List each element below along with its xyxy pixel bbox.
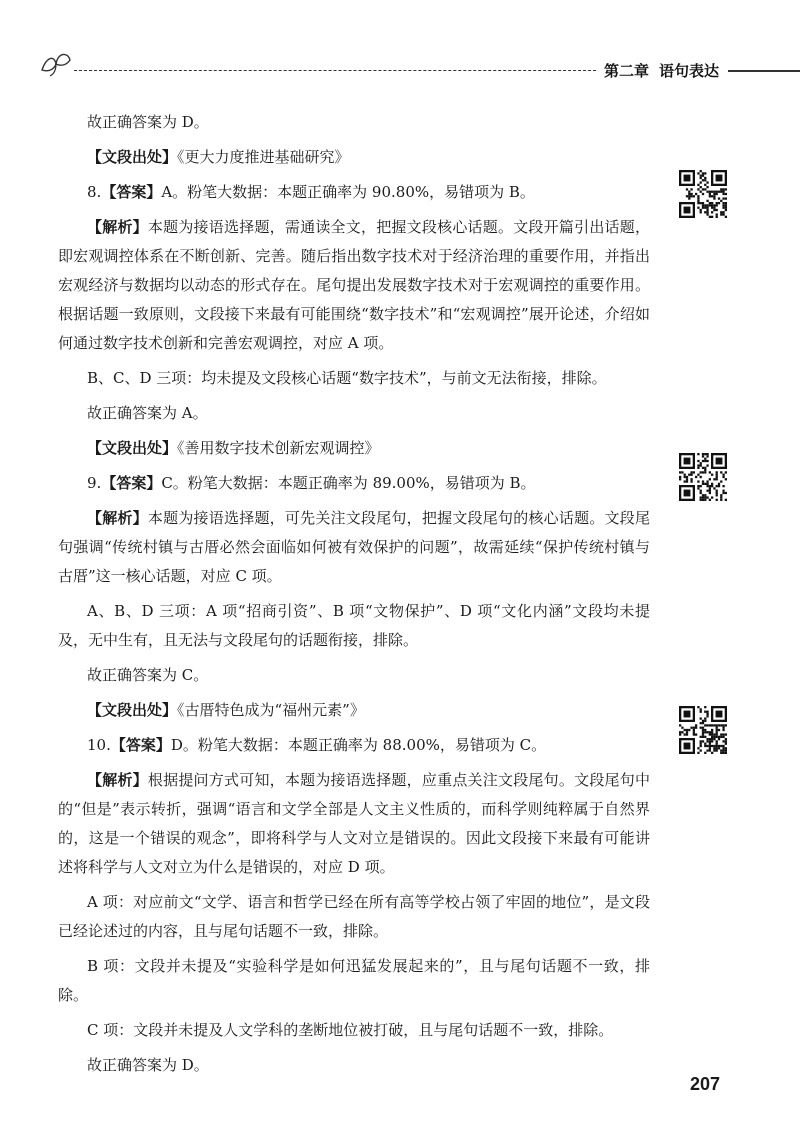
analysis-tag: 【解析】	[87, 218, 148, 236]
section-label: 语句表达	[659, 62, 720, 80]
paragraph: A 项：对应前文“文学、语言和哲学已经在所有高等学校占领了牢固的地位”，是文段已经论述过的内容，且与尾句话题不一致，排除。	[58, 893, 650, 940]
chapter-label: 第二章	[604, 62, 650, 80]
page-header	[38, 48, 800, 88]
question-number: 8.	[87, 183, 102, 201]
source-line: 【文段出处】《更大力度推进基础研究》	[87, 148, 350, 166]
analysis-paragraph: 【解析】本题为接语选择题，可先关注文段尾句，把握文段尾句的核心话题。文段尾句强调“传统村镇与古厝必然会面临如何被有效保护的问题”，故需延续“保护传统村镇与古厝”这一核心话题，对应 C 项。	[58, 509, 650, 585]
answer-explanations	[58, 108, 650, 1086]
answer-line-10: 10.【答案】D。粉笔大数据：本题正确率为 88.00%，易错项为 C。	[87, 736, 547, 754]
analysis-paragraph: 【解析】根据提问方式可知，本题为接语选择题，应重点关注文段尾句。文段尾句中的“但是”表示转折，强调“语言和文学全部是人文主义性质的，而科学则纯粹属于自然界的，这是一个错误的观念”，即将科学与人文对立是错误的。因此文段接下来最有可能讲述将科学与人文对立为什么是错误的，对应 D 项。	[58, 771, 650, 876]
header-rule-right	[728, 70, 800, 72]
paragraph: 故正确答案为 A。	[87, 404, 208, 422]
qr-code-icon[interactable]	[679, 706, 727, 754]
qr-code-icon[interactable]	[679, 453, 727, 501]
source-line: 【文段出处】《善用数字技术创新宏观调控》	[87, 439, 380, 457]
question-number: 10.	[87, 736, 111, 754]
qr-code-icon[interactable]	[679, 170, 727, 218]
page-number: 207	[690, 1074, 721, 1094]
source-tag: 【文段出处】	[87, 439, 178, 457]
paragraph: B 项：文段并未提及“实验科学是如何迅猛发展起来的”，且与尾句话题不一致，排除。	[58, 957, 650, 1004]
answer-line-9: 9.【答案】C。粉笔大数据：本题正确率为 89.00%，易错项为 B。	[87, 474, 536, 492]
source-tag: 【文段出处】	[87, 148, 178, 166]
analysis-paragraph: 【解析】本题为接语选择题，需通读全文，把握文段核心话题。文段开篇引出话题，即宏观调控体系在不断创新、完善。随后指出数字技术对于经济治理的重要作用，并指出宏观经济与数据均以动态的形式存在。尾句提出发展数字技术对于宏观调控的重要作用。根据话题一致原则，文段接下来最有可能围绕“数字技术”和“宏观调控”展开论述，介绍如何通过数字技术创新和完善宏观调控，对应 A 项。	[58, 218, 650, 352]
source-line: 【文段出处】《古厝特色成为“福州元素”》	[87, 701, 365, 719]
paragraph: B、C、D 三项：均未提及文段核心话题“数字技术”，与前文无法衔接，排除。	[87, 369, 607, 387]
paragraph: 故正确答案为 C。	[87, 666, 209, 684]
leaf-icon	[38, 48, 74, 78]
answer-tag: 【答案】	[110, 736, 171, 754]
paragraph: 故正确答案为 D。	[87, 113, 209, 131]
header-rule	[74, 70, 626, 71]
answer-line-8: 8.【答案】A。粉笔大数据：本题正确率为 90.80%，易错项为 B。	[87, 183, 535, 201]
paragraph: A、B、D 三项：A 项“招商引资”、B 项“文物保护”、D 项“文化内涵”文段均未提及，无中生有，且无法与文段尾句的话题衔接，排除。	[58, 602, 650, 649]
answer-tag: 【答案】	[101, 183, 162, 201]
question-number: 9.	[87, 474, 102, 492]
source-tag: 【文段出处】	[87, 701, 178, 719]
paragraph: C 项：文段并未提及人文学科的垄断地位被打破，且与尾句话题不一致，排除。	[87, 1021, 614, 1039]
analysis-tag: 【解析】	[87, 509, 148, 527]
answer-tag: 【答案】	[101, 474, 162, 492]
analysis-tag: 【解析】	[87, 771, 148, 789]
paragraph: 故正确答案为 D。	[87, 1056, 209, 1074]
